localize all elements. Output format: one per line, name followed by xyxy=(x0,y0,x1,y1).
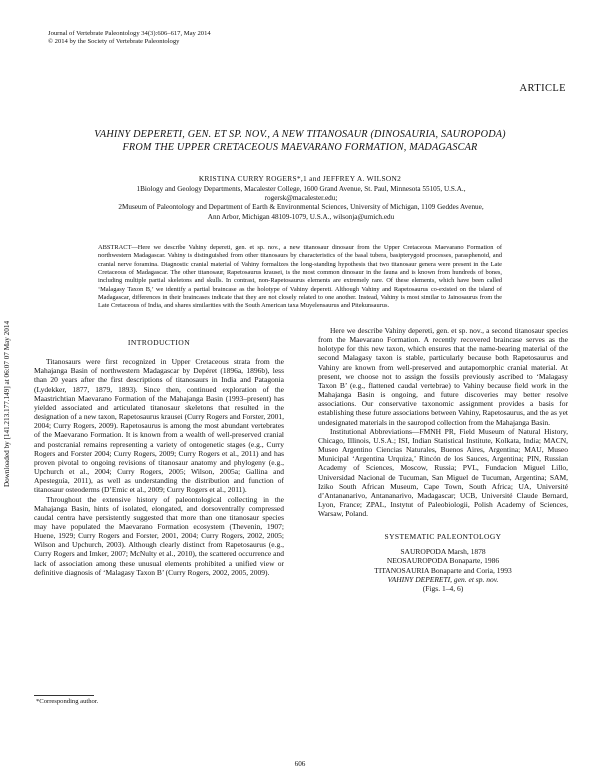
abstract: ABSTRACT—Here we describe Vahiny depereti, gen. et sp. nov., a new titanosaur dinosaur from the Upper Cretaceous Maevarano Formation of northwestern Madagascar. Vahiny is distinguished from other titanosaurs by characteristics of the basal tubera, basipterygoid processes, parasphenoid, and cranial nerve foramina. Diagnostic cranial material of Vahiny formalizes the long-standing hypothesis that two titanosaur genera were present in the Late Cretaceous of Madagascar. The other titanosaur, Rapetosaurus krausei, is the most common dinosaur in the fauna and is known from hundreds of bones, including multiple partial skeletons and skulls. In contrast, non-Rapetosaurus elements are extremely rare. Of these elements, which have been called ‘Malagasy Taxon B,’ we identify a partial braincase as the holotype of Vahiny depereti. Although Vahiny and Rapetosaurus co-existed on the island of Madagascar, differences in their braincases indicate that they are not closely related to one another. Instead, Vahiny is most similar to Jainosaurus from the Late Cretaceous of India, and shares similarities with the South American taxa Muyelensaurus and Pitekunsaurus. xyxy=(98,244,502,310)
systematic-paleontology-block xyxy=(318,532,568,593)
article-title xyxy=(40,128,560,154)
taxon-line: VAHINY DEPERETI, gen. et sp. nov. xyxy=(387,574,499,584)
download-watermark xyxy=(0,200,14,600)
paragraph: Titanosaurs were first recognized in Upper Cretaceous strata from the Mahajanga Basin of northwestern Madagascar by Depéret (1896a, 1896b), less than 20 years after the first descriptions of titanosaurs in India and Patagonia (Lydekker, 1877, 1879, 1893). Since then, continued exploration of the Maastrichtian Maevarano Formation of the Mahajanga Basin (1993–present) has yielded associated and articulated titanosaur skeletons that resulted in the designation of a new taxon, Rapetosaurus krausei (Curry Rogers and Forster, 2001, 2004; Curry Rogers, 2009). Rapetosaurus is among the most abundant vertebrates of the Maevarano Formation. It is known from a wealth of well-preserved cranial and postcranial remains representing a variety of ontogenetic stages (e.g., Curry Rogers and Forster 2004; Curry Rogers, 2009; Curry Rogers et al., 2011) and has proven pivotal to ongoing revisions of titanosaur anatomy and phylogeny (e.g., Upchurch et al., 2004; Curry Rogers, 2005; Wilson, 2005a; Gallina and Apesteguía, 2011), as well as understanding the distribution and function of titanosaur osteoderms (D’Emic et al., 2009; Curry Rogers et al., 2011). xyxy=(34,357,284,495)
systematic-heading: SYSTEMATIC PALEONTOLOGY xyxy=(384,532,502,542)
journal-citation: Journal of Vertebrate Paleontology 34(3):606–617, May 2014 xyxy=(48,30,211,37)
paragraph: Throughout the extensive history of paleontological collecting in the Mahajanga Basin, hints of isolated, elongated, and dorsoventrally compressed caudal centra have persistently suggested that more than one titanosaur species may have populated the Maevarano Formation ecosystem (Thevenin, 1907; Huene, 1929; Curry Rogers and Forster, 2001, 2004; Curry Rogers, 2002, 2005; Wilson and Upchurch, 2003). Although clearly distinct from Rapetosaurus (e.g., Curry Rogers and Imker, 2007; McNulty et al., 2010), the scattered occurrence and lack of association among these unusual elements prohibited a unified view or definitive diagnosis of ‘Malagasy Taxon B’ (Curry Rogers, 2002, 2005, 2009). xyxy=(34,494,284,577)
section-heading-introduction: INTRODUCTION xyxy=(127,338,191,347)
taxon-line: SAUROPODA Marsh, 1878 xyxy=(400,546,486,556)
taxon-line: TITANOSAURIA Bonaparte and Coria, 1993 xyxy=(374,565,512,575)
title-line-1: VAHINY DEPERETI, GEN. ET SP. NOV., A NEW TITANOSAUR (DINOSAURIA, SAUROPODA) xyxy=(94,129,506,140)
footnote: *Corresponding author. xyxy=(36,698,99,705)
affiliation-line: rogersk@macalester.edu; xyxy=(264,194,338,203)
institutional-abbreviations: Institutional Abbreviations—FMNH PR, Field Museum of Natural History, Chicago, Illinois, U.S.A.; ISI, Indian Statistical Institute, Kolkata, India; MACN, Museo Argentino Ciencias Naturales, Buenos Aires, Argentina; MAU, Museo Municipal ‘Argentina Urquiza,’ Rincón de los Sauces, Argentina; PIN, Russian Academy of Sciences, Moscow, Russia; PVL, Fundacion Miguel Lillo, Universidad Nacional de Tucuman, San Miguel de Tucuman, Argentina; SAM, Iziko South African Museum, Cape Town, South Africa; UA, Université d’Antananarivo, Antananarivo, Madagascar; UCB, Université Claude Bernard, Lyon, France; ZPAL, Instytut of Paleobiologii, Polish Academy of Sciences, Warsaw, Poland. xyxy=(318,426,568,519)
taxon-line: NEOSAUROPODA Bonaparte, 1986 xyxy=(386,556,500,566)
journal-header xyxy=(48,30,211,46)
author-list: KRISTINA CURRY ROGERS*,1 and JEFFREY A. WILSON2 xyxy=(198,174,402,183)
page-number: 606 xyxy=(294,760,306,768)
affiliation-line: 2Museum of Paleontology and Department of Earth & Environmental Sciences, University of Michigan, 1109 Geddes Avenue, xyxy=(118,203,484,212)
figure-reference: (Figs. 1–4, 6) xyxy=(422,584,464,594)
paragraph: Here we describe Vahiny depereti, gen. et sp. nov., a second titanosaur species from the Maevarano Formation. A recently recovered braincase serves as the holotype for this new taxon, which ensures that the name-bearing material of the second Malagasy taxon is stable, particularly because both Rapetosaurus and Vahiny are known from well-preserved and autapomorphic cranial material. At present, we choose not to assign the fossils previously ascribed to ‘Malagasy Taxon B’ (e.g., flattened caudal vertebrae) to Vahiny because field work in the Mahajanga Basin is ongoing, and future discoveries may better resolve associations. Our conservative taxonomic assignment provides a basis for establishing these future associations between Vahiny, Rapetosaurus, and the as yet undesignated materials in the sauropod collection from the Mahajanga Basin. xyxy=(318,326,568,427)
download-watermark-text: Downloaded by [141.213.177.149] at 06:07 07 May 2014 xyxy=(3,320,11,488)
affiliation-line: 1Biology and Geology Departments, Macalester College, 1600 Grand Avenue, St. Paul, Minnesota 55105, U.S.A., xyxy=(136,185,466,193)
footnote-divider xyxy=(34,695,94,696)
title-line-2: FROM THE UPPER CRETACEOUS MAEVARANO FORMATION, MADAGASCAR xyxy=(122,142,478,153)
left-column xyxy=(34,338,284,577)
copyright-line: © 2014 by the Society of Vertebrate Paleontology xyxy=(48,38,180,45)
article-type-label: ARTICLE xyxy=(519,83,566,94)
affiliations xyxy=(64,185,538,222)
right-column xyxy=(318,326,568,594)
affiliation-line: Ann Arbor, Michigan 48109-1079, U.S.A., wilsonja@umich.edu xyxy=(207,212,395,221)
